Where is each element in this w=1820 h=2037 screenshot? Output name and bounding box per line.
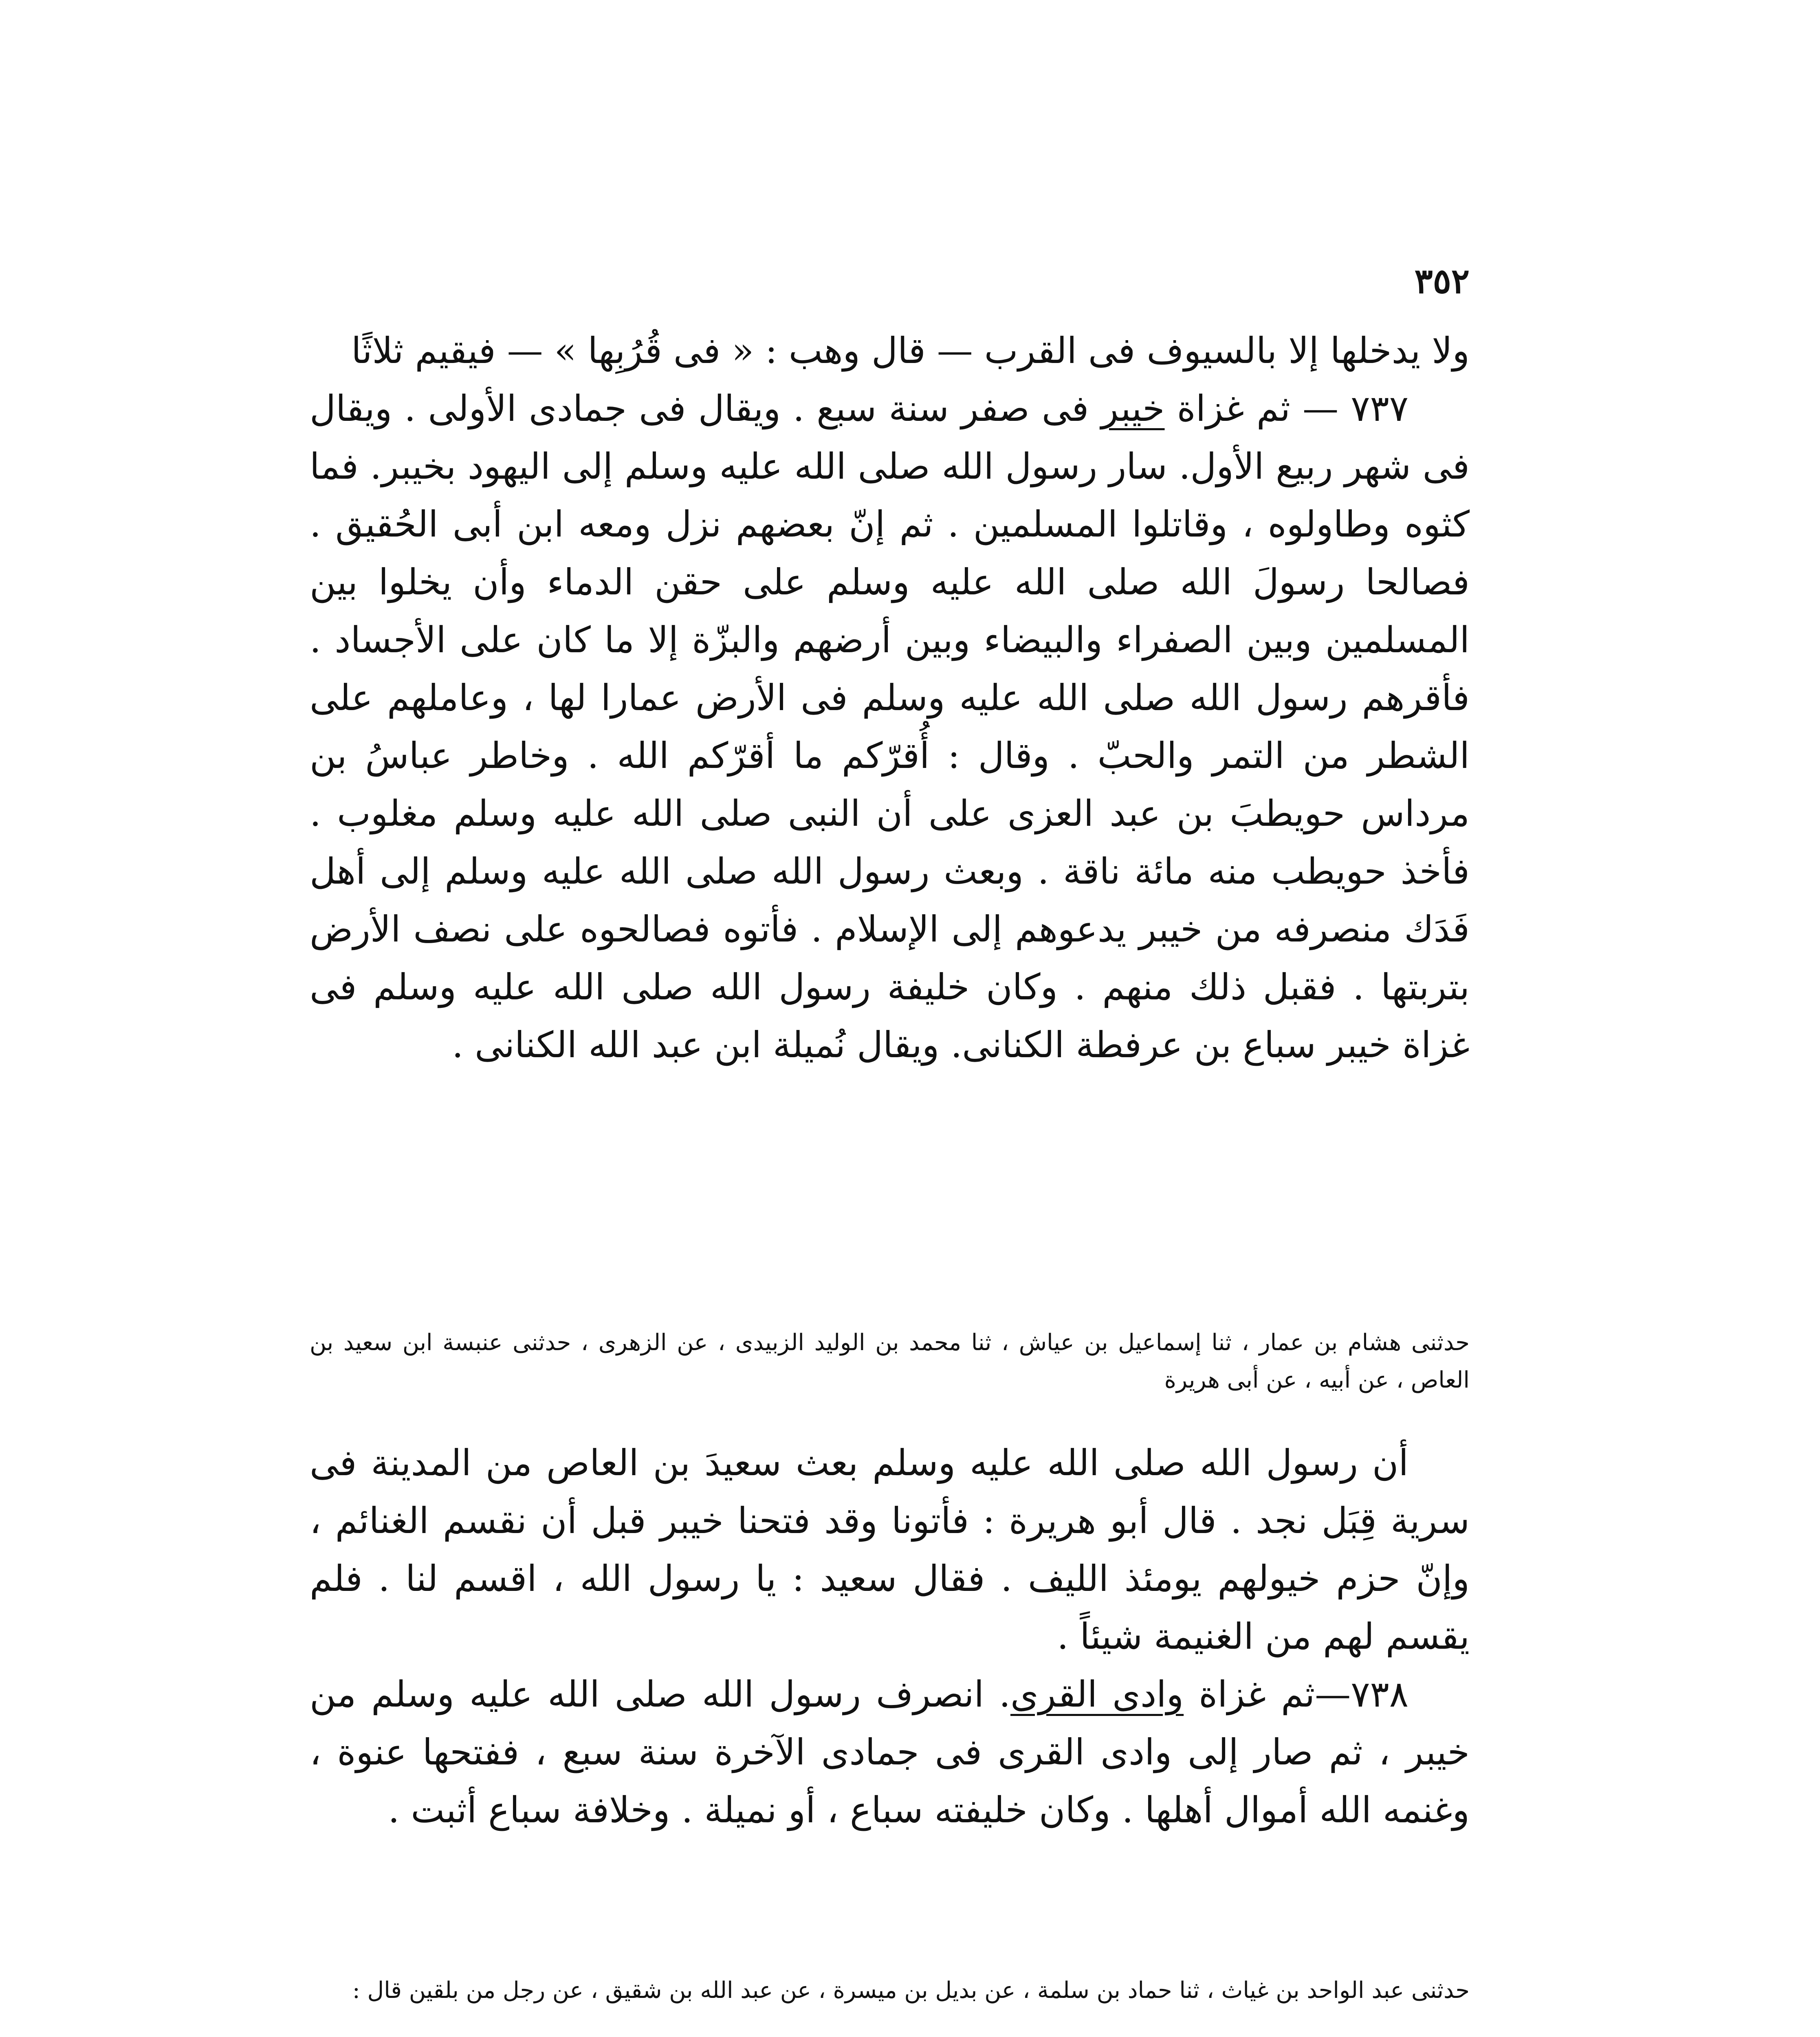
isnad-note-2-text: حدثنى عبد الواحد بن غياث ، ثنا حماد بن سلمة ، عن بديل بن ميسرة ، عن عبد الله بن شقيق ، عن رجل من بلقين قال : bbox=[352, 1977, 1470, 2004]
khaybar-underlined: خيبر bbox=[1101, 387, 1165, 429]
paragraph-737-body: فى صفر سنة سبع . ويقال فى جمادى الأولى . ويقال فى شهر ربيع الأول. سار رسول الله صلى الله عليه وسلم إلى اليهود بخيبر. فما كثوه وطاولوه ، وقاتلوا المسلمين . ثم إنّ بعضهم نزل ومعه ابن أبى الحُقيق . فصالحا رسولَ الله صلى الله عليه وسلم على حقن الدماء وأن يخلوا بين المسلمين وبين الصفراء والبيضاء وبين أرضهم والبزّة إلا ما كان على الأجساد . فأقرهم رسول الله صلى الله عليه وسلم فى الأرض عمارا لها ، وعاملهم على الشطر من التمر والحبّ . وقال : أُقرّكم ما أقرّكم الله . وخاطر عباسُ بن مرداس حويطبَ بن عبد العزى على أن النبى صلى الله عليه وسلم مغلوب . فأخذ حويطب منه مائة ناقة . وبعث رسول الله صلى الله عليه وسلم إلى أهل فَدَك منصرفه من خيبر يدعوهم إلى الإسلام . فأتوه فصالحوه على نصف الأرض بتربتها . فقبل ذلك منهم . وكان خليفة رسول الله صلى الله عليه وسلم فى غزاة خيبر سباع بن عرفطة الكنانى. ويقال نُميلة ابن عبد الله الكنانى . bbox=[310, 387, 1470, 1066]
paragraph-738 bbox=[310, 1665, 1470, 1839]
main-text-block-1 bbox=[310, 322, 1470, 1074]
isnad-note-2 bbox=[310, 1972, 1470, 2009]
hadith-abu-hurayra: أن رسول الله صلى الله عليه وسلم بعث سعيدَ بن العاص من المدينة فى سرية قِبَل نجد . قال أبو هريرة : فأتونا وقد فتحنا خيبر قبل أن نقسم الغنائم ، وإنّ حزم خيولهم يومئذ الليف . فقال سعيد : يا رسول الله ، اقسم لنا . فلم يقسم لهم من الغنيمة شيئاً . bbox=[310, 1442, 1470, 1657]
isnad-note-1-text: حدثنى هشام بن عمار ، ثنا إسماعيل بن عياش ، ثنا محمد بن الوليد الزبيدى ، عن الزهرى ، حدثنى عنبسة ابن سعيد بن العاص ، عن أبيه ، عن أبى هريرة bbox=[310, 1329, 1470, 1393]
text-line-continuation: ولا يدخلها إلا بالسيوف فى القرب — قال وهب : « فى قُرُبِها » — فيقيم ثلاثًا bbox=[351, 330, 1470, 372]
wadi-al-qura-underlined: وادى القرى bbox=[1010, 1673, 1184, 1715]
main-text-block-2 bbox=[310, 1434, 1470, 1839]
isnad-note-1 bbox=[310, 1324, 1470, 1399]
paragraph-737-prefix: ٧٣٧ — ثم غزاة bbox=[1164, 387, 1409, 429]
paragraph-738-prefix: ٧٣٨—ثم غزاة bbox=[1184, 1673, 1408, 1715]
page-number: ٣٥٢ bbox=[1414, 261, 1470, 301]
paragraph-737 bbox=[310, 380, 1470, 1074]
paragraph-738-body: . انصرف رسول الله صلى الله عليه وسلم من خيبر ، ثم صار إلى وادى القرى فى جمادى الآخرة سنة سبع ، ففتحها عنوة ، وغنمه الله أموال أهلها . وكان خليفته سباع ، أو نميلة . وخلافة سباع أثبت . bbox=[310, 1673, 1470, 1831]
